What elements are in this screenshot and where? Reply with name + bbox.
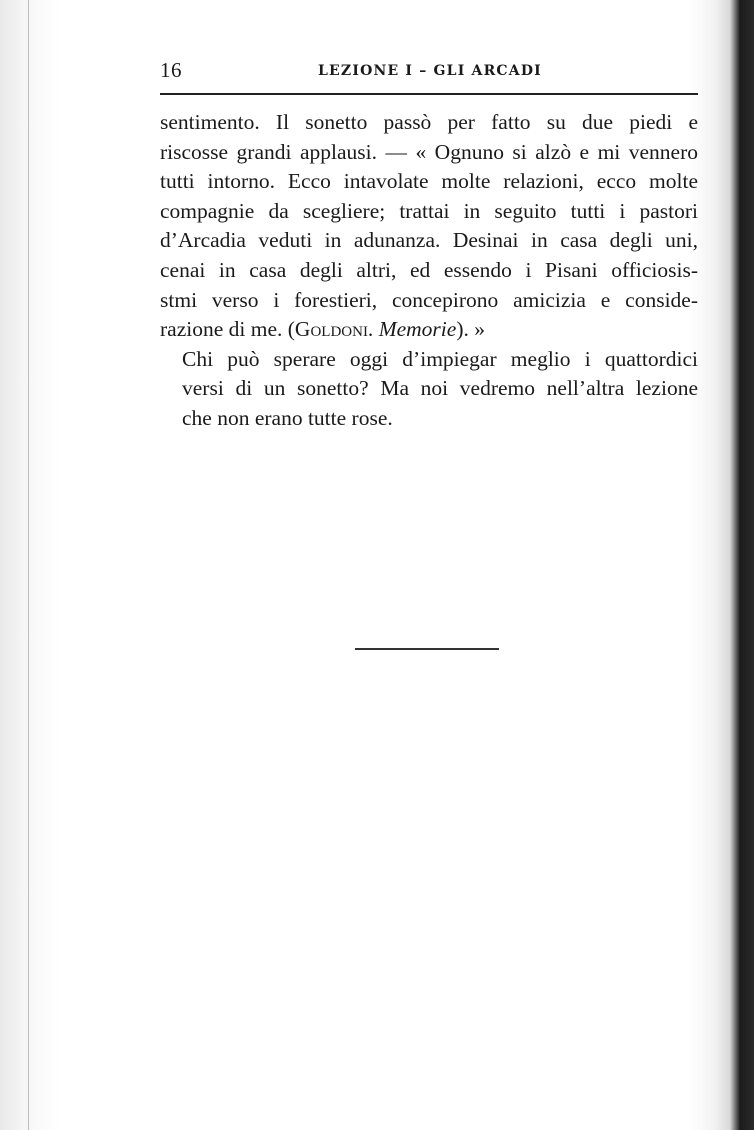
text-line-citation [160,315,698,345]
citation-open: razione di me. ( [160,317,295,342]
text-line: che non erano tutte rose. [182,405,393,430]
text-line: cenai in casa degli altri, ed essendo i Pisani officiosis- [160,257,698,282]
text-line: versi di un sonetto? Ma noi vedremo nell’altra lezione [182,376,698,401]
text-line: riscosse grandi applausi. — « Ognuno si alzò e mi vennero [160,139,698,164]
citation-work: Memorie [378,317,457,342]
text-line: tutti intorno. Ecco intavolate molte relazioni, ecco molte [160,169,698,194]
running-head: LEZIONE I – GLI ARCADI [318,63,542,79]
page-header [160,58,698,88]
citation-close: ). » [456,317,485,342]
paragraph-1 [160,108,698,345]
text-line: compagnie da scegliere; trattai in seguito tutti i pastori [160,198,698,223]
text-line: stmi verso i forestieri, concepirono amicizia e conside- [160,287,698,312]
closing-rule [355,648,499,650]
header-rule [160,93,698,95]
text-line: sentimento. Il sonetto passò per fatto su due piedi e [160,110,698,134]
page-edge-line [28,0,29,1130]
text-line: Chi può sperare oggi d’impiegar meglio i quattordici [182,346,698,371]
citation-author: Goldoni. [294,317,374,342]
paragraph-2 [160,345,698,434]
text-line: d’Arcadia veduti in adunanza. Desinai in casa degli uni, [160,228,698,253]
page-number: 16 [160,58,182,82]
body-text [160,108,698,434]
